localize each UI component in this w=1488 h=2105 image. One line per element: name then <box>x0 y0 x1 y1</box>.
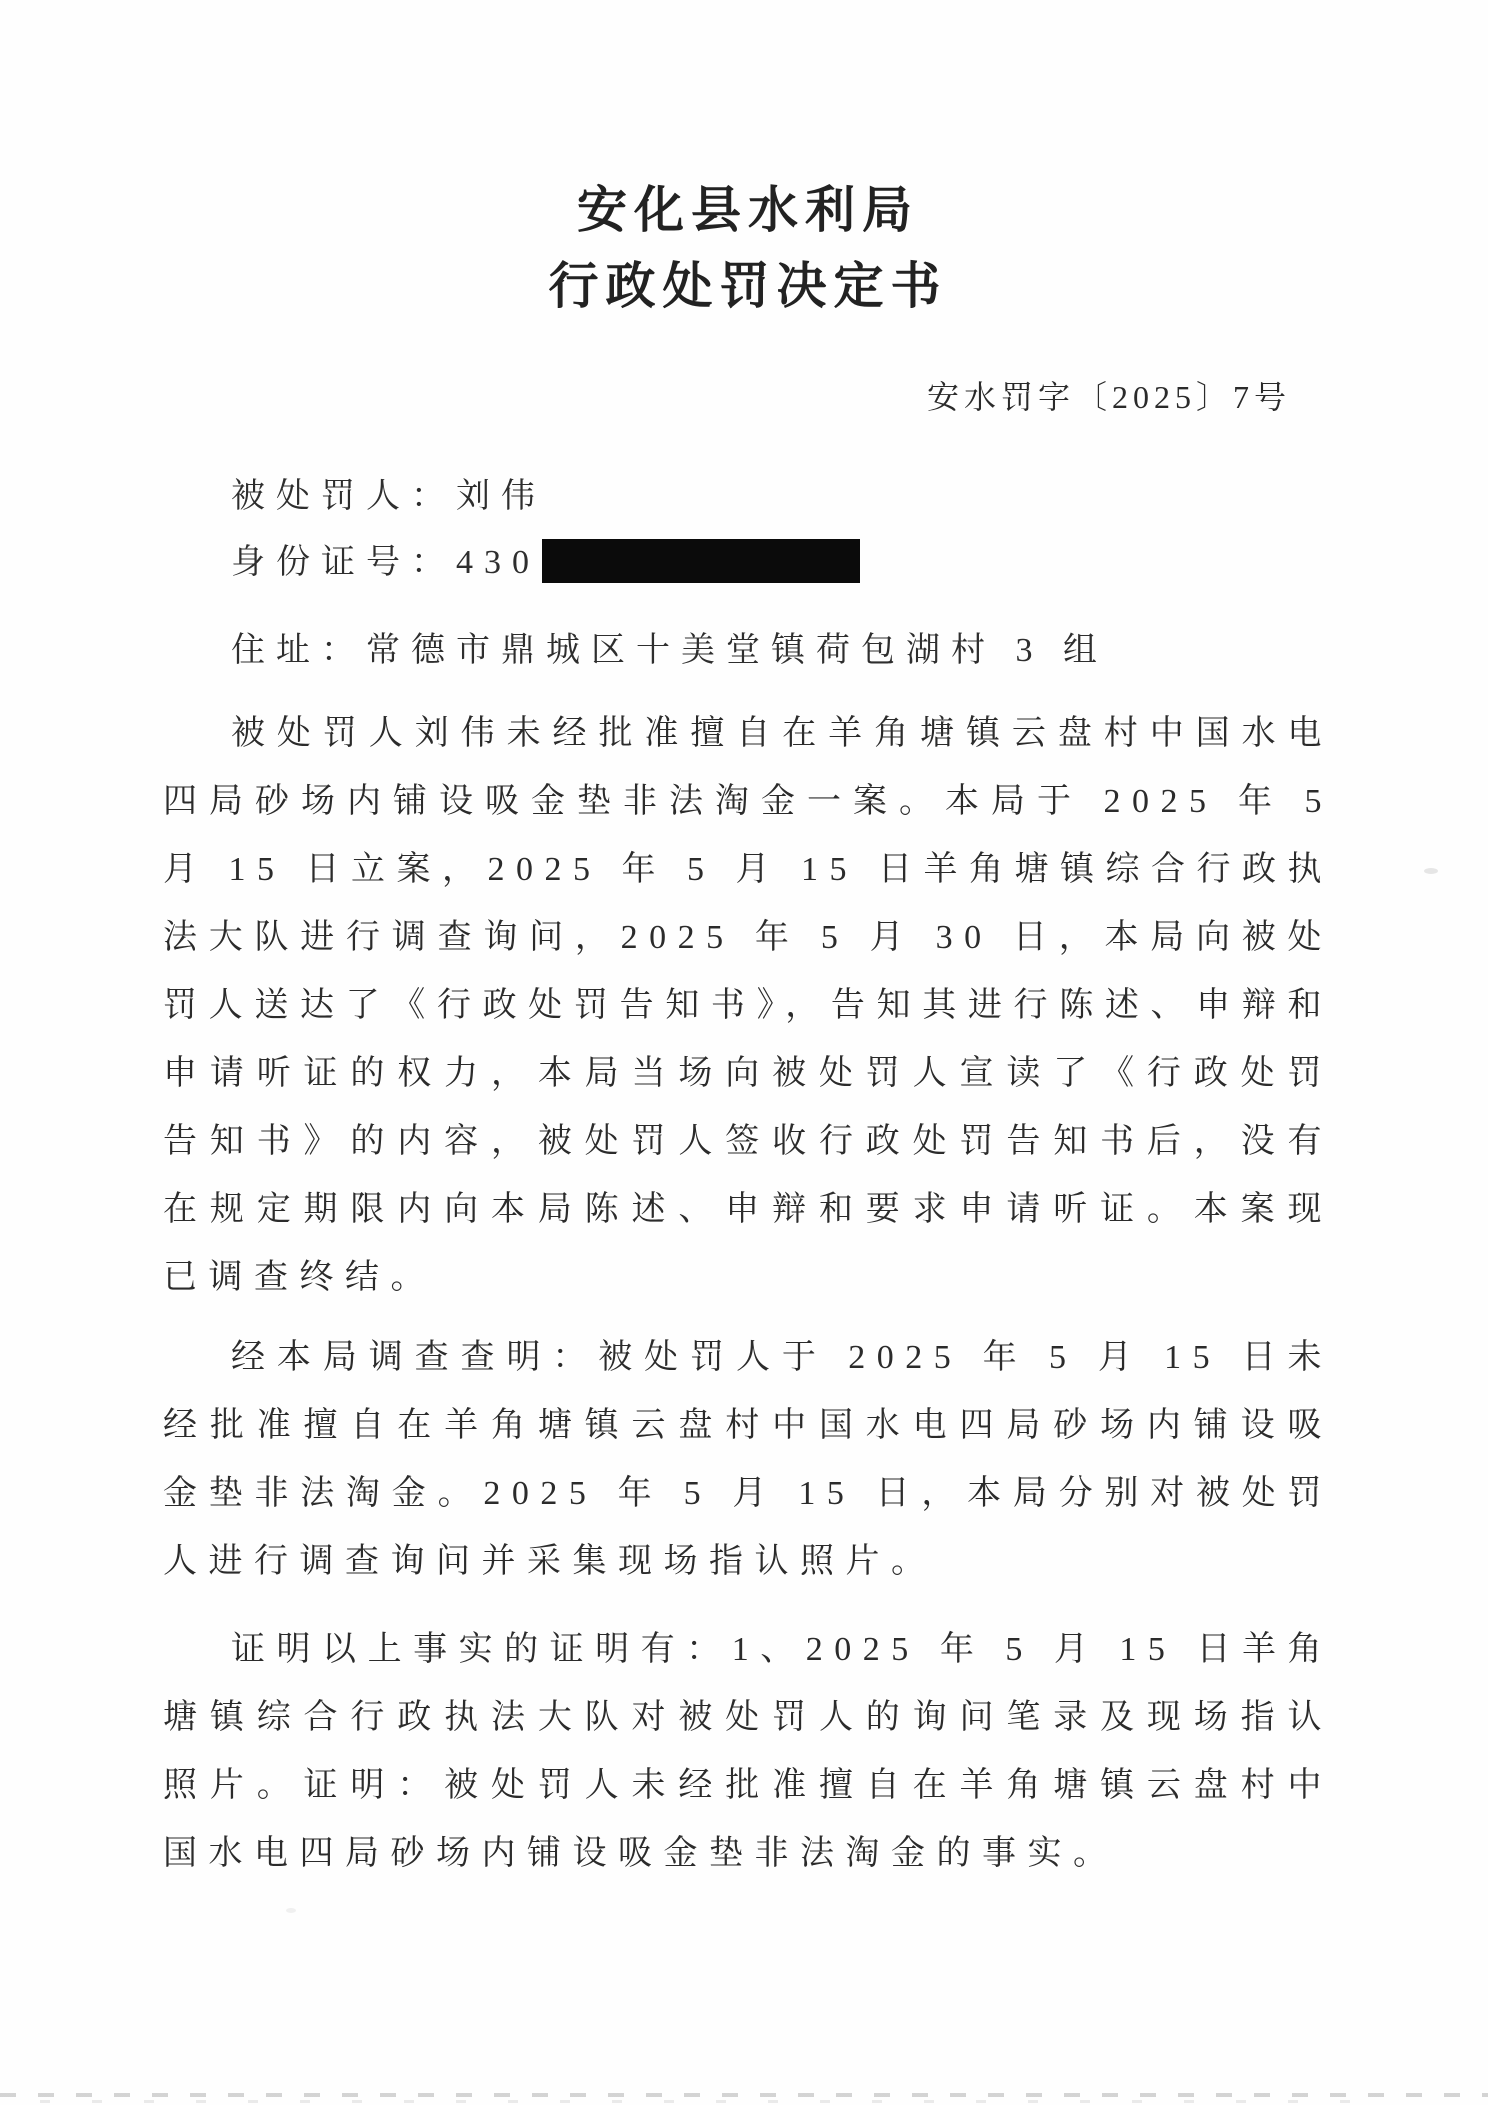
body-paragraph-evidence: 证明以上事实的证明有：1、2025 年 5 月 15 日羊角塘镇综合行政执法大队对被处罚人的询问笔录及现场指认照片。证明：被处罚人未经批准擅自在羊角塘镇云盘村中国水电四局砂场内铺设吸金垫非法淘金的事实。 <box>163 1631 1333 1872</box>
recipient-info-block <box>163 464 1333 684</box>
recipient-name-value: 刘伟 <box>456 478 546 515</box>
recipient-name-line <box>231 464 1333 530</box>
document-title-authority: 安化县水利局 <box>577 182 919 238</box>
redaction-bar <box>542 539 860 583</box>
recipient-id-line <box>231 530 1333 596</box>
document-title-type: 行政处罚决定书 <box>548 258 948 314</box>
scan-noise-strip <box>0 2093 1488 2097</box>
recipient-address-value: 常德市鼎城区十美堂镇荷包湖村 3 组 <box>366 632 1108 669</box>
body-paragraph-case-summary: 被处罚人刘伟未经批准擅自在羊角塘镇云盘村中国水电四局砂场内铺设吸金垫非法淘金一案。本局于 2025 年 5 月 15 日立案，2025 年 5 月 15 日羊角塘镇综合行政执法大队进行调查询问，2025 年 5 月 30 日，本局向被处罚人送达了《行政处罚告知书》，告知其进行陈述、申辩和申请听证的权力，本局当场向被处罚人宣读了《行政处罚告知书》的内容，被处罚人签收行政处罚告知书后，没有在规定期限内向本局陈述、申辩和要求申请听证。本案现已调查终结。 <box>163 715 1333 1296</box>
recipient-address-label: 住址： <box>231 632 366 669</box>
recipient-name-label: 被处罚人： <box>231 478 456 515</box>
body-paragraph-findings: 经本局调查查明：被处罚人于 2025 年 5 月 15 日未经批准擅自在羊角塘镇云盘村中国水电四局砂场内铺设吸金垫非法淘金。2025 年 5 月 15 日，本局分别对被处罚人进行调查询问并采集现场指认照片。 <box>163 1339 1333 1580</box>
scan-artifact-smudge <box>1424 868 1438 874</box>
document-number: 安水罚字〔2025〕7号 <box>926 379 1291 415</box>
document-title <box>163 172 1333 324</box>
document-body <box>163 700 1333 1888</box>
recipient-id-prefix: 430 <box>456 544 540 581</box>
scan-noise-strip <box>40 2100 1379 2103</box>
recipient-address-line <box>231 618 1333 684</box>
recipient-id-label: 身份证号： <box>231 544 456 581</box>
scan-artifact-smudge <box>286 1908 296 1913</box>
